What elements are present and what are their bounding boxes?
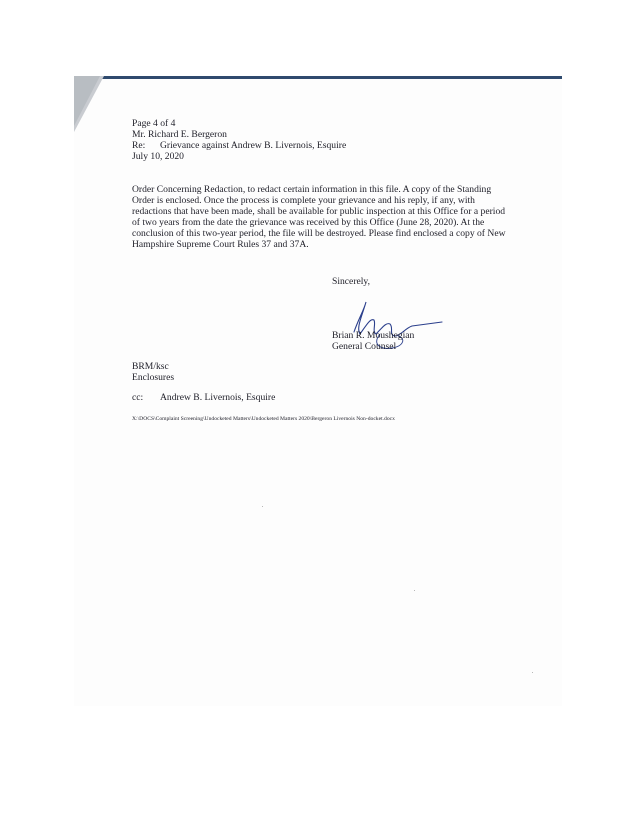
cc-recipient: Andrew B. Livernois, Esquire (160, 392, 276, 403)
signature-block (332, 330, 414, 352)
scan-speck (414, 590, 415, 591)
typist-initials: BRM/ksc (132, 361, 169, 372)
page-number: Page 4 of 4 (132, 118, 176, 129)
folded-corner-shadow (74, 76, 100, 126)
cc-label: cc: (132, 392, 144, 403)
letter-date: July 10, 2020 (132, 151, 184, 162)
scanned-page (74, 76, 562, 706)
scan-speck (532, 672, 533, 673)
recipient-name: Mr. Richard E. Bergeron (132, 129, 227, 140)
top-edge-rule (74, 76, 562, 79)
signer-name: Brian R. Moushegian (332, 330, 415, 341)
enclosures-note: Enclosures (132, 372, 175, 383)
subject-line (132, 140, 552, 151)
cc-line (132, 392, 275, 403)
file-path: X:\DOCS\Complaint Screening\Undocketed Matters\Undocketed Matters 2020\Bergeron Livernois Non-docket.docx (132, 416, 395, 422)
re-subject: Grievance against Andrew B. Livernois, Esquire (160, 140, 347, 151)
signer-title: General Counsel (332, 341, 397, 352)
scan-speck (262, 506, 263, 507)
reference-block (132, 361, 174, 383)
re-label: Re: (132, 140, 146, 151)
closing-salutation: Sincerely, (332, 276, 371, 287)
body-paragraph: Order Concerning Redaction, to redact certain information in this file. A copy of the Standing Order is enclosed. Once the process is complete your grievance and his reply, if any, with redactions that have been made, shall be available for public inspection at this Office for a period of two years from the date the grievance was received by this Office (June 28, 2020). At the conclusion of this two-year period, the file will be destroyed. Please find enclosed a copy of New Hampshire Supreme Court Rules 37 and 37A. (132, 184, 506, 250)
letter-header (132, 118, 552, 162)
